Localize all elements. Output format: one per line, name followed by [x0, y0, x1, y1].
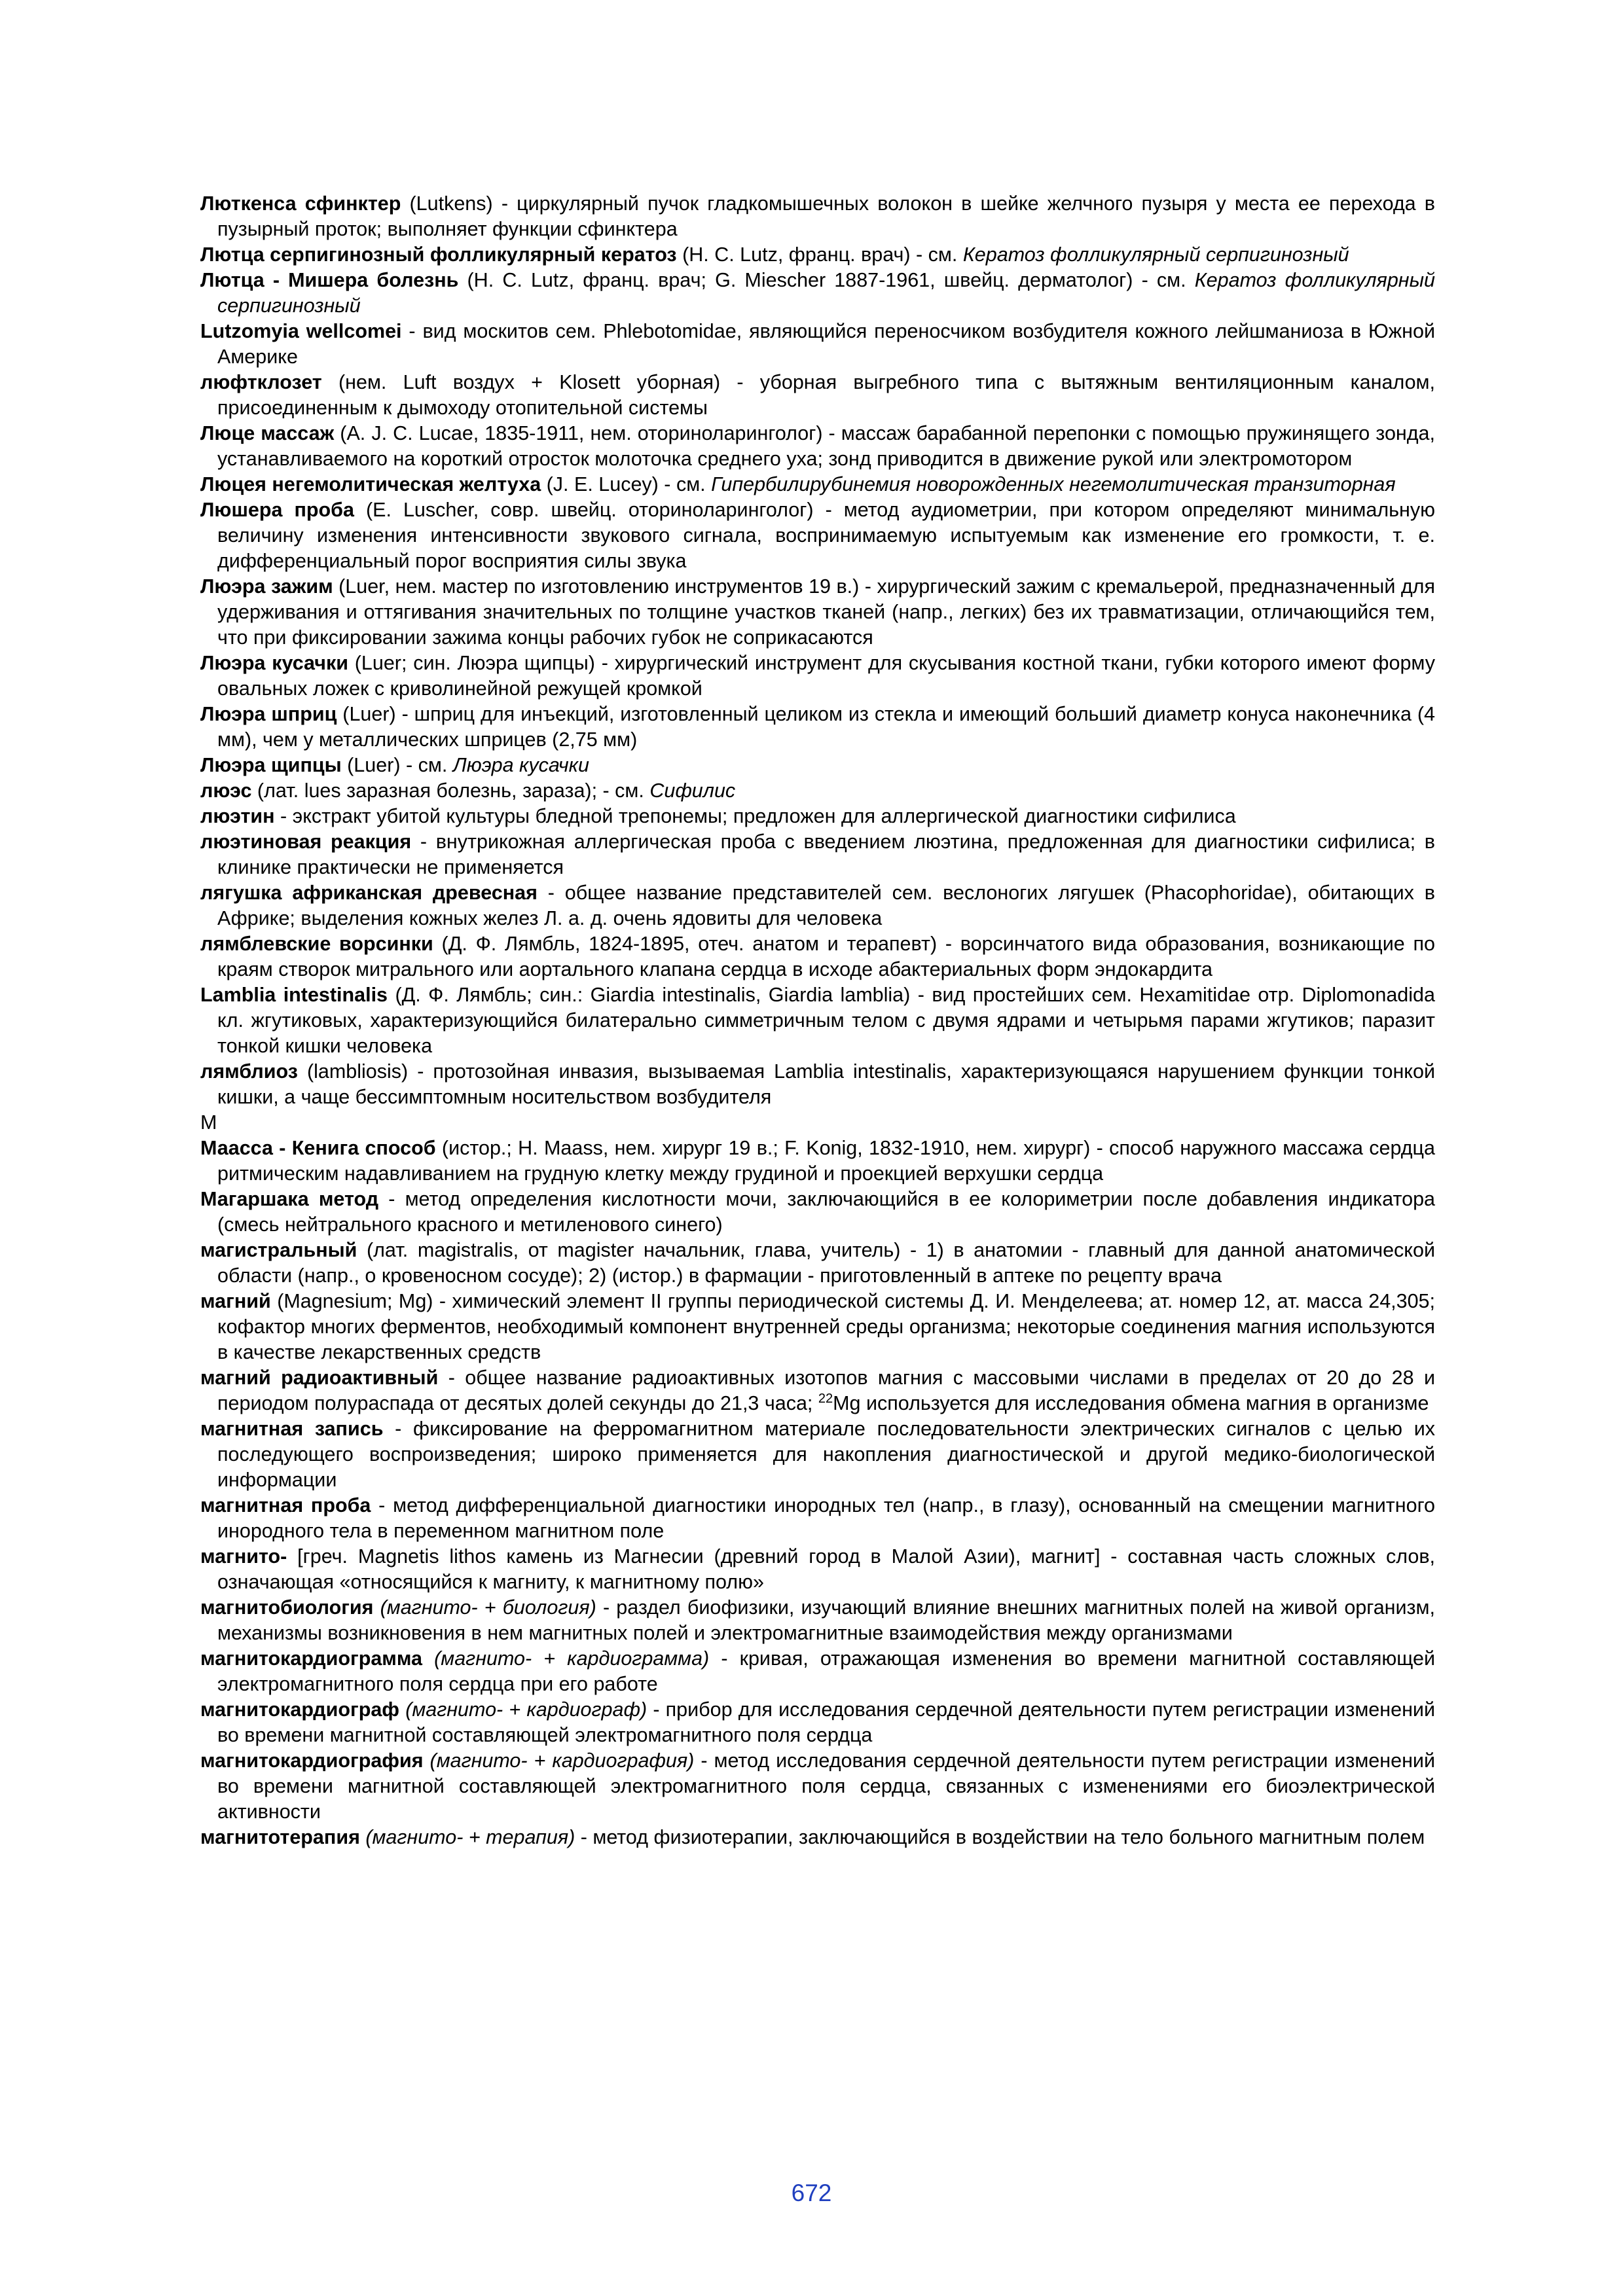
- dictionary-entry: [200, 702, 1435, 753]
- entry-reference: Сифилис: [649, 780, 736, 802]
- dictionary-entry: [200, 1493, 1435, 1544]
- entry-text: (Luer) - шприц для инъекций, изготовленный целиком из стекла и имеющий больший диаметр конуса наконечника (4 мм), чем у металлических шприцев (2,75 мм): [217, 703, 1435, 751]
- entry-term: лямблевские ворсинки: [200, 933, 433, 955]
- entry-term: магнито-: [200, 1545, 287, 1568]
- entry-reference: Гипербилирубинемия новорожденных негемолитическая транзиторная: [711, 473, 1396, 495]
- entry-text: - метод дифференциальной диагностики инородных тел (напр., в глазу), основанный на смещении магнитного инородного тела в переменном магнитном поле: [217, 1494, 1435, 1542]
- dictionary-entry: [200, 1238, 1435, 1289]
- page-number: 672: [791, 2179, 832, 2206]
- entry-term: магнитокардиограмма: [200, 1647, 422, 1670]
- dictionary-entry: [200, 421, 1435, 472]
- entry-term: люэс: [200, 780, 252, 802]
- dictionary-entry: [200, 982, 1435, 1059]
- entry-term: Lamblia intestinalis: [200, 984, 388, 1006]
- entry-text: - внутрикожная аллергическая проба с введением люэтина, предложенная для диагностики сифилиса; в клинике практически не применяется: [217, 831, 1435, 878]
- entry-text: (E. Luscher, совр. швейц. оториноларинголог) - метод аудиометрии, при котором определяют минимальную величину изменения интенсивности звукового сигнала, воспринимаемую испытуемым как изменение его громкости, т. е. дифференциальный порог восприятия силы звука: [217, 499, 1435, 572]
- entry-text: (Magnesium; Mg) - химический элемент II группы периодической системы Д. И. Менделеева; ат. номер 12, ат. масса 24,305; кофактор многих ферментов, необходимый компонент внутренней среды организма; некоторые соединения магния используются в качестве лекарственных средств: [217, 1290, 1435, 1363]
- entry-superscript: 22: [818, 1391, 833, 1406]
- entry-reference: (магнито- + кардиограмма): [434, 1647, 710, 1670]
- entry-text: (H. C. Lutz, франц. врач) - см.: [676, 243, 963, 266]
- entry-reference: (магнито- + биология): [380, 1596, 596, 1619]
- entry-text: (Luer) - см.: [341, 754, 453, 776]
- entry-term: магний радиоактивный: [200, 1367, 439, 1389]
- entry-term: магнитокардиограф: [200, 1698, 399, 1721]
- entry-text: (A. J. C. Lucae, 1835-1911, нем. оториноларинголог) - массаж барабанной перепонки с помощью пружинящего зонда, устанавливаемого на короткий отросток молоточка среднего уха; зонд приводится в движение рукой или электромотором: [217, 422, 1435, 470]
- entry-term: люэтин: [200, 805, 275, 827]
- dictionary-entry: [200, 497, 1435, 574]
- dictionary-entry: [200, 242, 1435, 268]
- entry-term: Люшера проба: [200, 499, 354, 521]
- entry-reference: Кератоз фолликулярный серпигинозный: [962, 243, 1349, 266]
- entry-text: (lambliosis) - протозойная инвазия, вызываемая Lamblia intestinalis, характеризующаяся нарушением функции тонкой кишки, а чаще бессимптомным носительством возбудителя: [217, 1060, 1435, 1108]
- entry-term: Люце массаж: [200, 422, 335, 444]
- entry-text: (лат. lues заразная болезнь, зараза); - см.: [251, 780, 650, 802]
- entry-term: магнитотерапия: [200, 1826, 360, 1848]
- dictionary-entry: [200, 829, 1435, 880]
- entry-reference: Кератоз фолликулярный серпигинозный: [217, 269, 1435, 317]
- entry-text: - прибор для исследования сердечной деятельности путем регистрации изменений во времени магнитной составляющей электромагнитного поля сердца: [217, 1698, 1435, 1746]
- entry-term: Лютца серпигинозный фолликулярный кератоз: [200, 243, 677, 266]
- entry-term: магнитобиология: [200, 1596, 374, 1619]
- entry-text: (Lutkens) - циркулярный пучок гладкомышечных волокон в шейке желчного пузыря у места ее перехода в пузырный проток; выполняет функции сфинктера: [217, 192, 1435, 240]
- entry-text: [373, 1596, 380, 1619]
- entry-text: [422, 1647, 434, 1670]
- dictionary-entry: [200, 1365, 1435, 1416]
- dictionary-entry: [200, 370, 1435, 421]
- dictionary-entry: [200, 753, 1435, 778]
- entry-term: магний: [200, 1290, 271, 1312]
- entry-reference: (магнито- + терапия): [365, 1826, 575, 1848]
- dictionary-entry: [200, 1289, 1435, 1365]
- entry-text: - метод исследования сердечной деятельности путем регистрации изменений во времени магнитной составляющей электромагнитного поля сердца, связанных с изменениями его биоэлектрической активности: [217, 1749, 1435, 1823]
- entry-text: (лат. magistralis, от magister начальник, глава, учитель) - 1) в анатомии - главный для данной анатомической области (напр., о кровеносном сосуде); 2) (истор.) в фармации - приготовленный в аптеке по рецепту врача: [217, 1239, 1435, 1287]
- dictionary-entry: [200, 931, 1435, 982]
- dictionary-entry: [200, 472, 1435, 497]
- dictionary-entry: [200, 1544, 1435, 1595]
- entry-term: Маасса - Кенига способ: [200, 1137, 436, 1159]
- entry-text: (J. E. Lucey) - см.: [541, 473, 712, 495]
- entry-text: - экстракт убитой культуры бледной трепонемы; предложен для аллергической диагностики сифилиса: [274, 805, 1236, 827]
- entry-term: Лютца - Мишера болезнь: [200, 269, 459, 291]
- entry-term: лямблиоз: [200, 1060, 298, 1083]
- entry-text: (Luer, нем. мастер по изготовлению инструментов 19 в.) - хирургический зажим с кремальерой, предназначенный для удерживания и оттягивания значительных по толщине участков тканей (напр., легких) без их травматизации, отличающийся тем, что при фиксировании зажима концы рабочих губок не соприкасаются: [217, 575, 1435, 649]
- entry-reference: (магнито- + кардиограф): [405, 1698, 647, 1721]
- dictionary-entry: [200, 804, 1435, 829]
- entry-text: (истор.; H. Maass, нем. хирург 19 в.; F. Konig, 1832-1910, нем. хирург) - способ наружного массажа сердца ритмическим надавливанием на грудную клетку между грудиной и проекцией верхушки сердца: [217, 1137, 1435, 1185]
- entry-term: Люэра щипцы: [200, 754, 342, 776]
- entry-term: магистральный: [200, 1239, 357, 1261]
- entry-term: Люткенса сфинктер: [200, 192, 401, 215]
- dictionary-entry: [200, 778, 1435, 804]
- entry-text: (Д. Ф. Лямбль; син.: Giardia intestinalis, Giardia lamblia) - вид простейших сем. Hexamitidae отр. Diplomonadida кл. жгутиковых, характеризующийся билатерально симметричным телом с двумя ядрами и четырьмя парами жгутиков; паразит тонкой кишки человека: [217, 984, 1435, 1057]
- entry-term: магнитокардиография: [200, 1749, 424, 1772]
- entry-text: [греч. Magnetis lithos камень из Магнесии (древний город в Малой Азии), магнит] - составная часть сложных слов, означающая «относящийся к магниту, к магнитному полю»: [217, 1545, 1435, 1593]
- dictionary-entry: [200, 1059, 1435, 1110]
- dictionary-entry: [200, 880, 1435, 931]
- entry-reference: Люэра кусачки: [452, 754, 589, 776]
- entry-term: Люцея негемолитическая желтуха: [200, 473, 541, 495]
- dictionary-entry: [200, 574, 1435, 651]
- entry-term: люэтиновая реакция: [200, 831, 412, 853]
- entry-text: - метод физиотерапии, заключающийся в воздействии на тело больного магнитным полем: [575, 1826, 1425, 1848]
- dictionary-entry: [200, 1646, 1435, 1697]
- entry-text: - фиксирование на ферромагнитном материале последовательности электрических сигналов с целью их последующего воспроизведения; широко применяется для накопления диагностической и другой медико-биологической информации: [217, 1418, 1435, 1491]
- entry-text: - вид москитов сем. Phlebotomidae, являющийся переносчиком возбудителя кожного лейшманиоза в Южной Америке: [217, 320, 1435, 368]
- dictionary-entry: [200, 268, 1435, 319]
- entry-text: (Д. Ф. Лямбль, 1824-1895, отеч. анатом и терапевт) - ворсинчатого вида образования, возникающие по краям створок митрального или аортального клапана сердца в исходе абактериальных форм эндокардита: [217, 933, 1435, 980]
- dictionary-entry: [200, 1416, 1435, 1493]
- dictionary-entry: [200, 1187, 1435, 1238]
- entry-text: - общее название радиоактивных изотопов магния с массовыми числами в пределах от 20 до 28 и периодом полураспада от десятых долей секунды до 21,3 часа;: [217, 1367, 1435, 1414]
- entry-text: [424, 1749, 430, 1772]
- dictionary-entry: [200, 1595, 1435, 1646]
- entry-reference: (магнито- + кардиография): [429, 1749, 695, 1772]
- dictionary-entry: [200, 1697, 1435, 1748]
- entry-term: лягушка африканская древесная: [200, 882, 538, 904]
- dictionary-entry: [200, 319, 1435, 370]
- entry-term: Люэра шприц: [200, 703, 337, 725]
- entry-text: (Luer; син. Люэра щипцы) - хирургический инструмент для скусывания костной ткани, губки которого имеют форму овальных ложек с криволинейной режущей кромкой: [217, 652, 1435, 700]
- entry-term: магнитная проба: [200, 1494, 371, 1516]
- entry-text: - раздел биофизики, изучающий влияние внешних магнитных полей на живой организм, механизмы возникновения в нем магнитных полей и электромагнитные взаимодействия между организмами: [217, 1596, 1435, 1644]
- entry-term: люфтклозет: [200, 371, 322, 393]
- entry-text: - общее название представителей сем. веслоногих лягушек (Phacophoridae), обитающих в Африке; выделения кожных желез Л. а. д. очень ядовиты для человека: [217, 882, 1435, 929]
- dictionary-entry: [200, 651, 1435, 702]
- entry-term: Lutzomyia wellcomei: [200, 320, 402, 342]
- dictionary-entry: [200, 1136, 1435, 1187]
- entry-text: (нем. Luft воздух + Klosett уборная) - уборная выгребного типа с вытяжным вентиляционным каналом, присоединенным к дымоходу отопительной системы: [217, 371, 1435, 419]
- dictionary-entry: [200, 1825, 1435, 1850]
- entry-text: [399, 1698, 405, 1721]
- entry-text: - кривая, отражающая изменения во времени магнитной составляющей электромагнитного поля сердца при его работе: [217, 1647, 1435, 1695]
- entry-term: Люэра зажим: [200, 575, 333, 598]
- section-letter: М: [200, 1111, 217, 1134]
- entry-term: магнитная запись: [200, 1418, 384, 1440]
- entries-column: [200, 191, 1435, 1850]
- entry-text: - метод определения кислотности мочи, заключающийся в ее колориметрии после добавления индикатора (смесь нейтрального красного и метиленового синего): [217, 1188, 1435, 1236]
- entry-text: (H. C. Lutz, франц. врач; G. Miescher 1887-1961, швейц. дерматолог) - см.: [458, 269, 1195, 291]
- entry-text: Mg используется для исследования обмена магния в организме: [833, 1392, 1429, 1414]
- dictionary-entry: [200, 1748, 1435, 1825]
- entry-term: Люэра кусачки: [200, 652, 348, 674]
- entry-term: Магаршака метод: [200, 1188, 379, 1210]
- dictionary-entry: [200, 191, 1435, 242]
